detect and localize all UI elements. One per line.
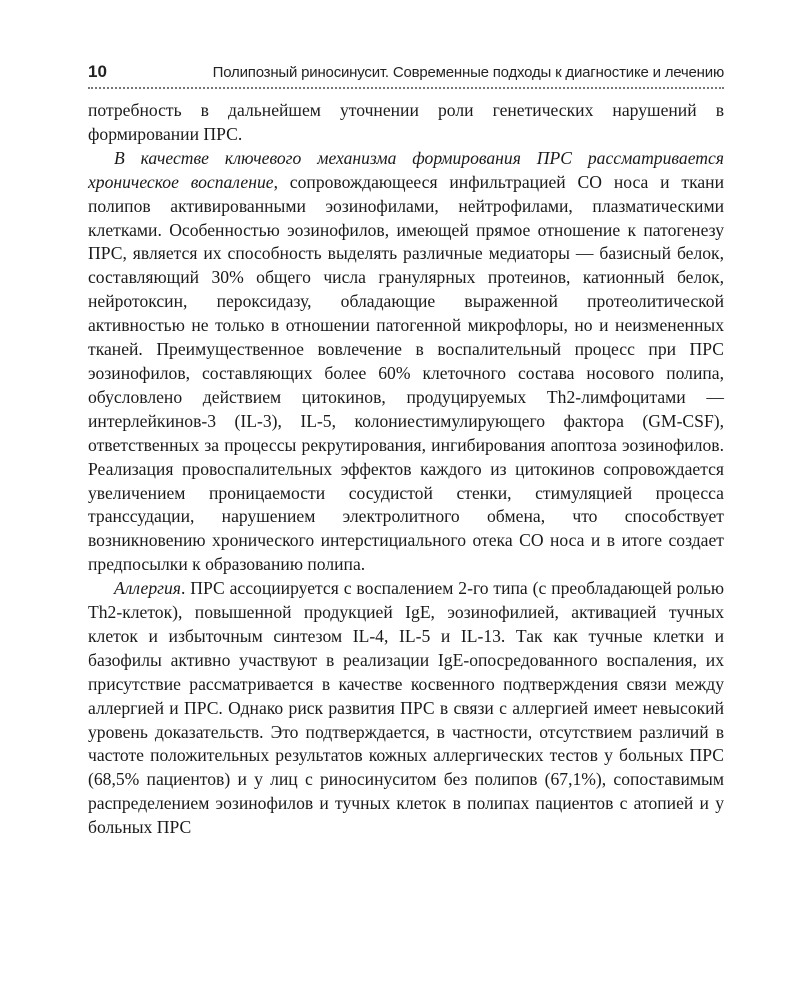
italic-lead: В качестве ключевого механизма формирования ПРС рассматривается хроническое воспаление [88,147,724,192]
body-text [88,99,724,840]
page-number: 10 [88,62,107,81]
running-title: Полипозный риносинусит. Современные подходы к диагностике и лечению [212,64,724,81]
paragraph-allergy [88,577,724,840]
italic-lead: Аллергия [114,578,181,599]
paragraph-inflammation [88,147,724,577]
page-header [88,62,724,89]
book-page [88,62,724,840]
paragraph-text: . ПРС ассоциируется с воспалением 2-го типа (с преобладающей ролью Th2-клеток), повышенной продукцией IgE, эозинофилией, активацией тучных клеток и избыточным синтезом IL-4, IL-5 и IL-13. Так как тучные клетки и базофилы активно участвуют в реализации IgE-опосредованного воспаления, их присутствие рассматривается в качестве косвенного подтверждения связи между аллергией и ПРС. Однако риск развития ПРС в связи с аллергией имеет невысокий уровень доказательств. Это подтверждается, в частности, отсутствием различий в частоте положительных результатов кожных аллергических тестов у больных ПРС (68,5% пациентов) и у лиц с риносинуситом без полипов (67,1%), сопоставимым распределением эозинофилов и тучных клеток в полипах пациентов с атопией и у больных ПРС [88,578,724,838]
paragraph-continuation [88,99,724,147]
paragraph-text: потребность в дальнейшем уточнении роли генетических нарушений в формировании ПРС. [88,100,724,144]
paragraph-text: , сопровождающееся инфильтрацией СО носа и ткани полипов активированными эозинофилами, нейтрофилами, плазматическими клетками. Особенностью эозинофилов, имеющей прямое отношение к патогенезу ПРС, является их способность выделять различные медиаторы — базисный белок, составляющий 30% общего числа гранулярных протеинов, катионный белок, нейротоксин, пероксидазу, обладающие выраженной протеолитической активностью не только в отношении патогенной микрофлоры, но и неизмененных тканей. Преимущественное вовлечение в воспалительный процесс при ПРС эозинофилов, составляющих более 60% клеточного состава носового полипа, обусловлено действием цитокинов, продуцируемых Th2-лимфоцитами — интерлейкинов-3 (IL-3), IL-5, колониестимулирующего фактора (GM-CSF), ответственных за процессы рекрутирования, ингибирования апоптоза эозинофилов. Реализация провоспалительных эффектов каждого из цитокинов сопровождается увеличением проницаемости сосудистой стенки, стимуляцией процесса транссудации, нарушением электролитного обмена, что способствует возникновению хронического интерстициального отека СО носа и в итоге создает предпосылки к образованию полипа. [88,171,724,575]
